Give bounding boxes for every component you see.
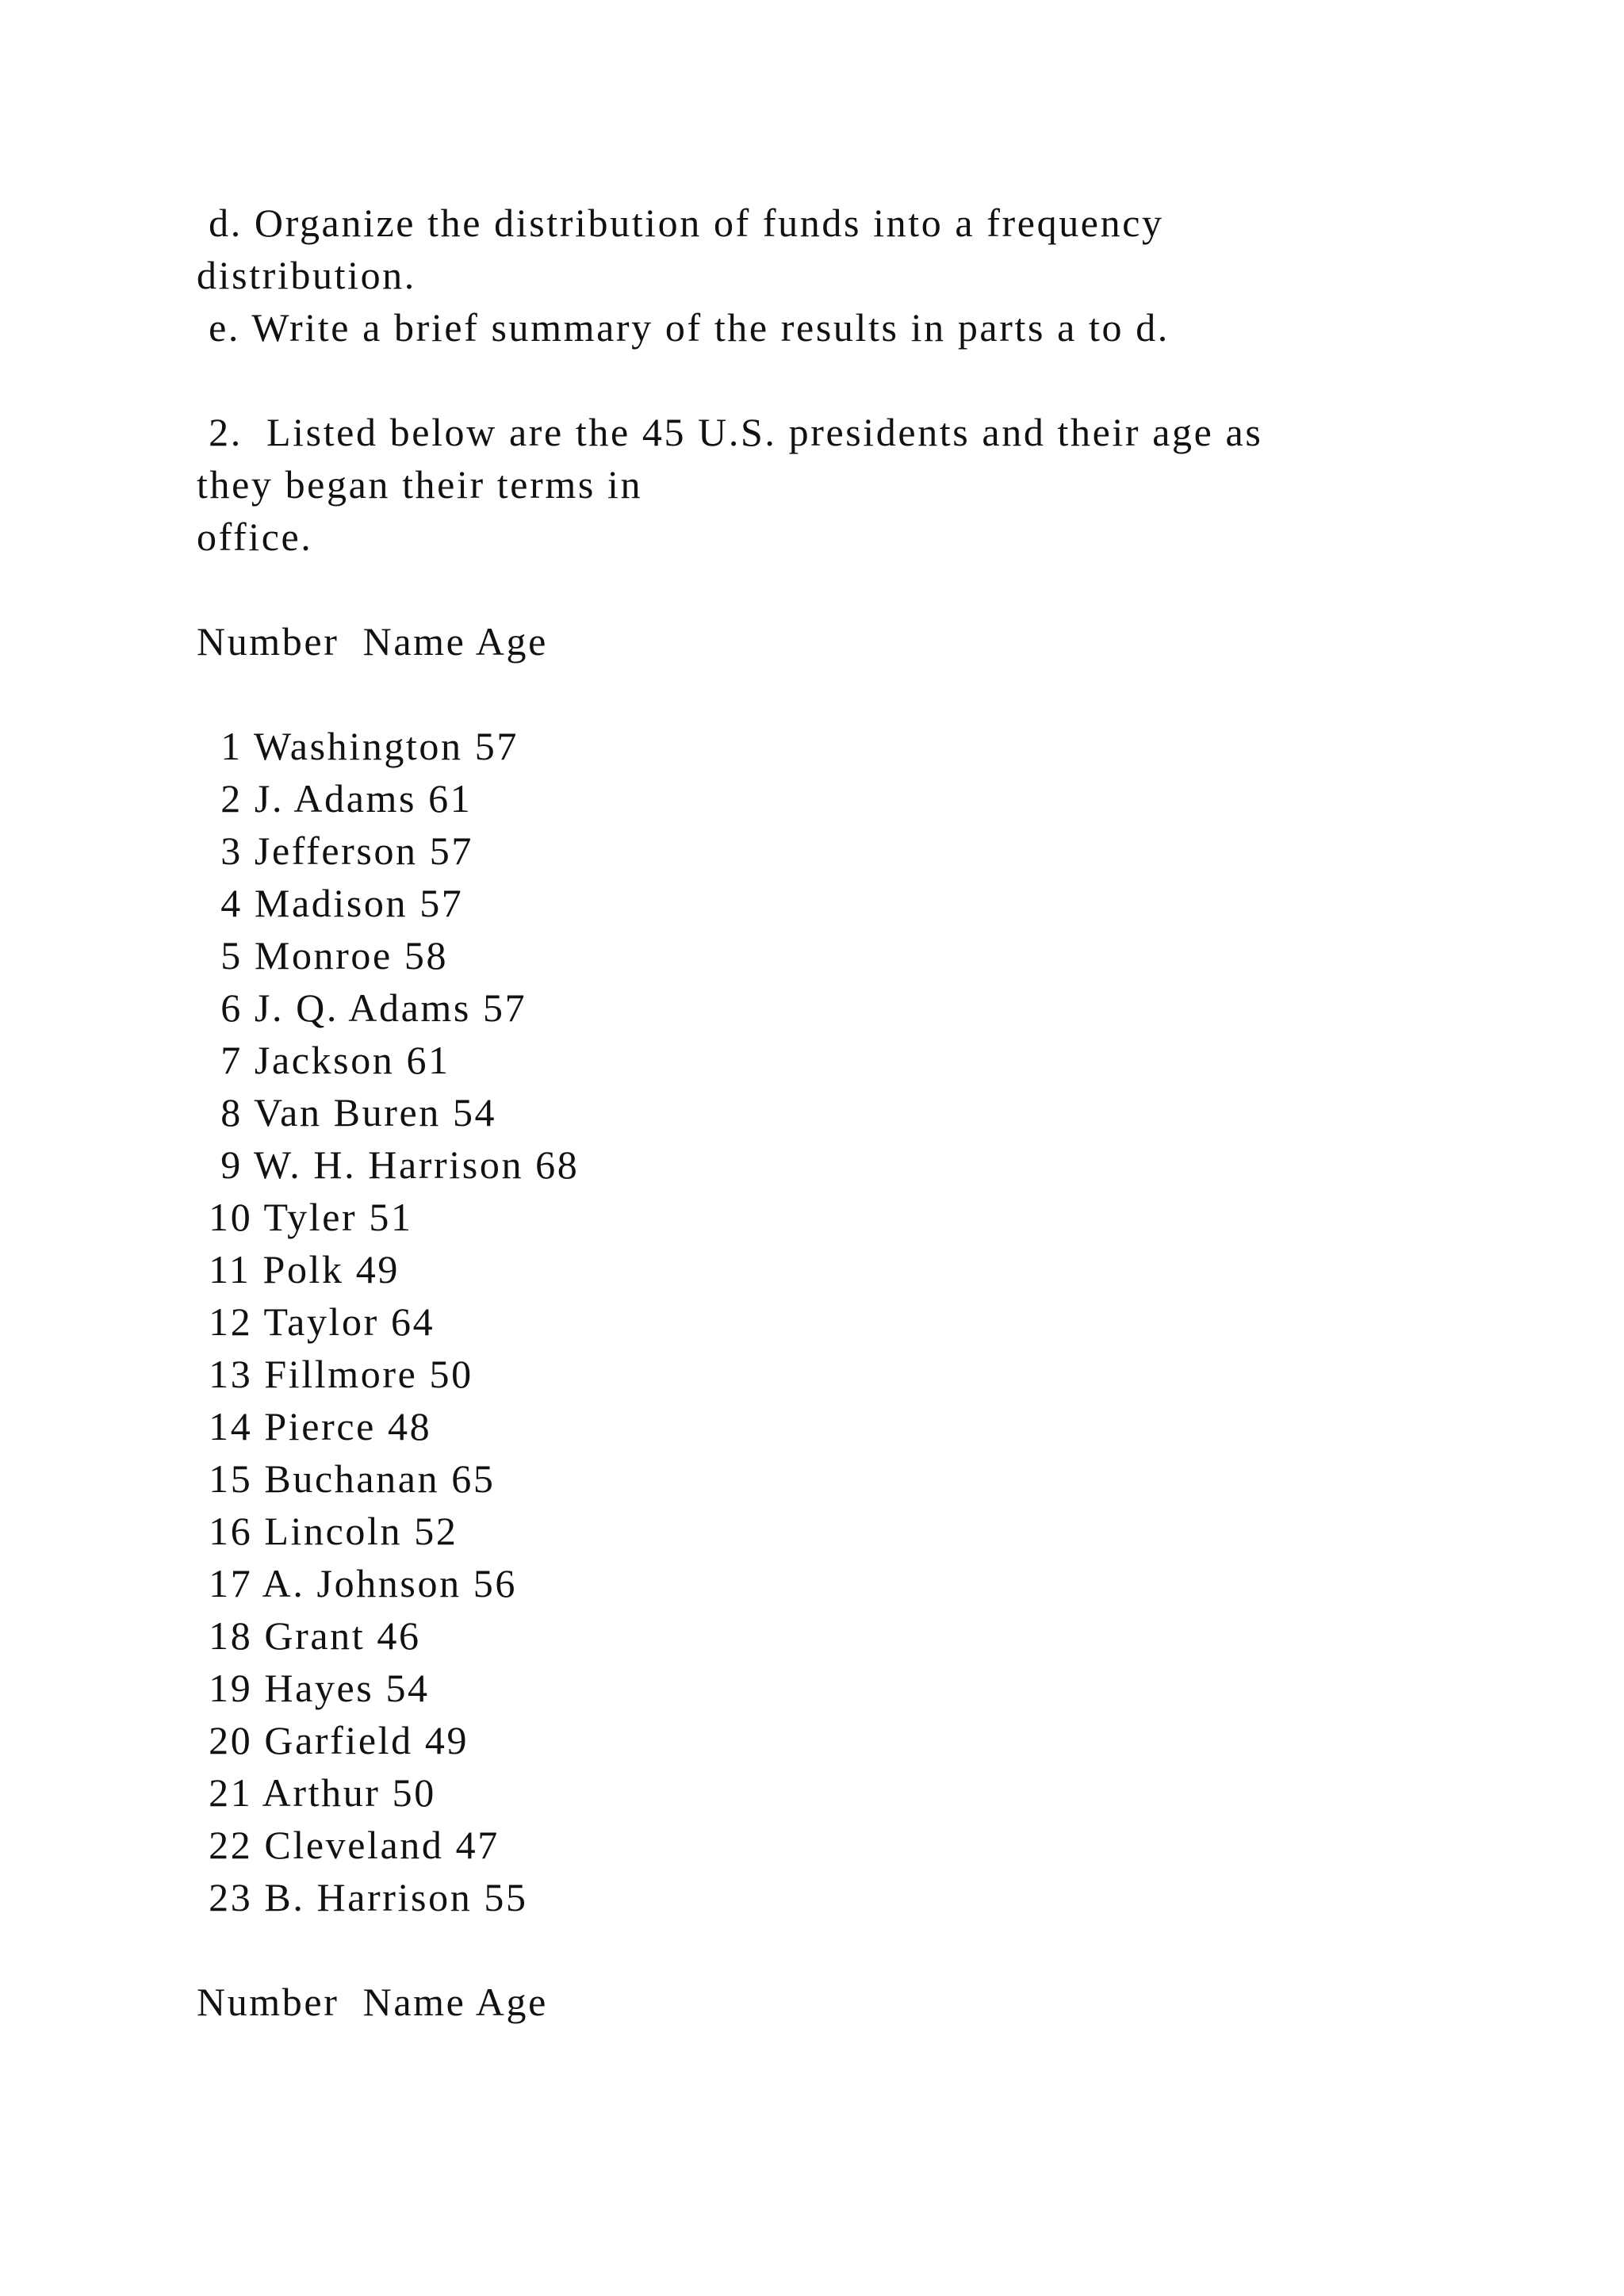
table-row: 17 A. Johnson 56	[197, 1561, 517, 1605]
table-row: 13 Fillmore 50	[197, 1352, 473, 1396]
table-header: Number Name Age	[197, 619, 548, 664]
table-row: 3 Jefferson 57	[197, 828, 473, 873]
table-row: 9 W. H. Harrison 68	[197, 1142, 580, 1187]
table-row: 8 Van Buren 54	[197, 1090, 497, 1135]
table-row: 18 Grant 46	[197, 1613, 421, 1658]
table-row: 21 Arthur 50	[197, 1770, 436, 1815]
table-row: 14 Pierce 48	[197, 1404, 432, 1448]
table-row: 11 Polk 49	[197, 1247, 400, 1292]
question-e-line: e. Write a brief summary of the results in parts a to d.	[197, 305, 1170, 350]
question-2-line-1: 2. Listed below are the 45 U.S. presidents and their age as	[197, 410, 1263, 454]
question-2-line-2: they began their terms in	[197, 462, 643, 507]
table-row: 6 J. Q. Adams 57	[197, 985, 527, 1030]
table-row: 19 Hayes 54	[197, 1666, 430, 1710]
question-d-line-1: d. Organize the distribution of funds into a frequency	[197, 201, 1164, 245]
question-d-line-2: distribution.	[197, 253, 416, 297]
table-row: 10 Tyler 51	[197, 1195, 413, 1239]
table-row: 15 Buchanan 65	[197, 1456, 496, 1501]
table-row: 12 Taylor 64	[197, 1299, 435, 1344]
table-row: 4 Madison 57	[197, 881, 464, 925]
table-row: 1 Washington 57	[197, 724, 519, 768]
table-row: 16 Lincoln 52	[197, 1509, 458, 1553]
table-row: 20 Garfield 49	[197, 1718, 469, 1762]
table-row: 23 B. Harrison 55	[197, 1875, 528, 1919]
table-row: 5 Monroe 58	[197, 933, 449, 978]
question-2-line-3: office.	[197, 515, 313, 559]
table-row: 7 Jackson 61	[197, 1038, 450, 1082]
table-row: 22 Cleveland 47	[197, 1823, 500, 1867]
table-header: Number Name Age	[197, 1980, 548, 2024]
table-row: 2 J. Adams 61	[197, 776, 473, 821]
